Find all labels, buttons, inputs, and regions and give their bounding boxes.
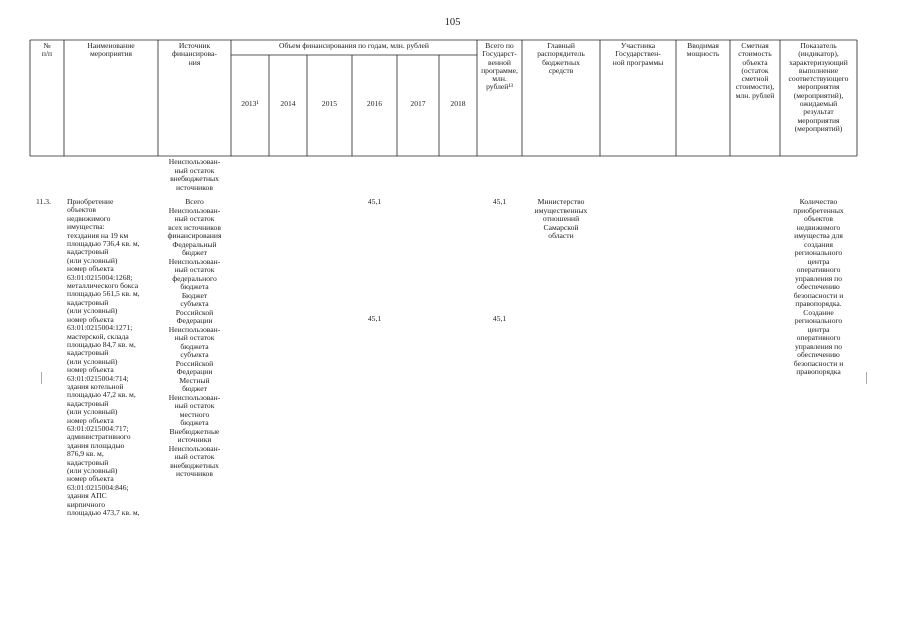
header-year-2014: 2014 [280,99,296,108]
header-total: Всего по Государст- венной программе, млн. рублей¹³ [481,41,518,92]
header-num: № п/п [41,41,53,59]
header-estimate: Сметная стоимость объекта (остаток сметной стоимости), млн. рублей [735,41,775,100]
row-indicator: Количество приобретенных объектов недвижимого имущества для создания регионального центра оперативного управления по обеспечению безопасности и правопорядка. Создание регионального центра оперативного управления по обеспечению безопасности и правопорядка [793,197,844,376]
header-volume: Объем финансирования по годам, млн. рублей [279,41,429,50]
row-name: Приобретение объектов недвижимого имущества: техздания на 19 км площадью 736,4 кв. м, кадастровый (или условный) номер объекта 63:01:0215004:1268; металлического бокса площадью 561,5 кв. м, кадастровый (или условный) номер объекта 63:01:0215004:1271; мастерской, склада площадью 84,7 кв. м, кадастровый (или условный) номер объекта 63:01:0215004:714; здания котельной площадью 47,2 кв. м, кадастровый (или условный) номер объекта 63:01:0215004:717; административного здания площадью 876,9 кв. м, кадастровый (или условный) номер объекта 63:01:0215004:846; здания АПС кирпичного площадью 473,7 кв. м, [67,197,140,518]
carry-over-source: Неиспользован- ный остаток внебюджетных источников [168,157,221,192]
header-year-2018: 2018 [450,99,466,108]
scan-mark-left [41,372,42,384]
row-number: 11.3. [36,197,51,206]
value-total-total: 45,1 [492,197,507,206]
header-source: Источник финансирова- ния [172,41,217,67]
header-year-2015: 2015 [321,99,338,108]
value-2016-total: 45,1 [367,197,382,206]
header-capacity: Вводимая мощность [686,41,720,59]
header-year-2013: 2013¹ [241,99,259,108]
header-indicator: Показатель (индикатор), характеризующий выполнение соответствующего мероприятия (мероприятий), ожидаемый результат мероприятия (мероприятий) [788,41,849,133]
value-total-regional: 45,1 [492,314,507,323]
header-main-manager: Главный распорядитель бюджетных средств [537,41,585,75]
header-name: Наименование мероприятия [87,41,135,59]
scan-mark-right [866,372,867,384]
header-participant: Участника Государствен- ной программы [612,41,664,67]
value-2016-regional: 45,1 [367,314,382,323]
header-year-2016: 2016 [366,99,383,108]
page-number: 105 [444,17,461,28]
row-manager: Министерство имущественных отношений Самарской области [534,197,588,240]
row-sources: Всего Неиспользован- ный остаток всех источников финансирования Федеральный бюджет Неиспользован- ный остаток федерального бюджета Бюджет субъекта Российской Федерации Неиспользован- ный остаток бюджета субъекта Российской Федерации Местный бюджет Неиспользован- ный остаток местного бюджета Внебюджетные источники Неиспользован- ный остаток внебюджетных источников [167,197,222,478]
header-year-2017: 2017 [410,99,426,108]
